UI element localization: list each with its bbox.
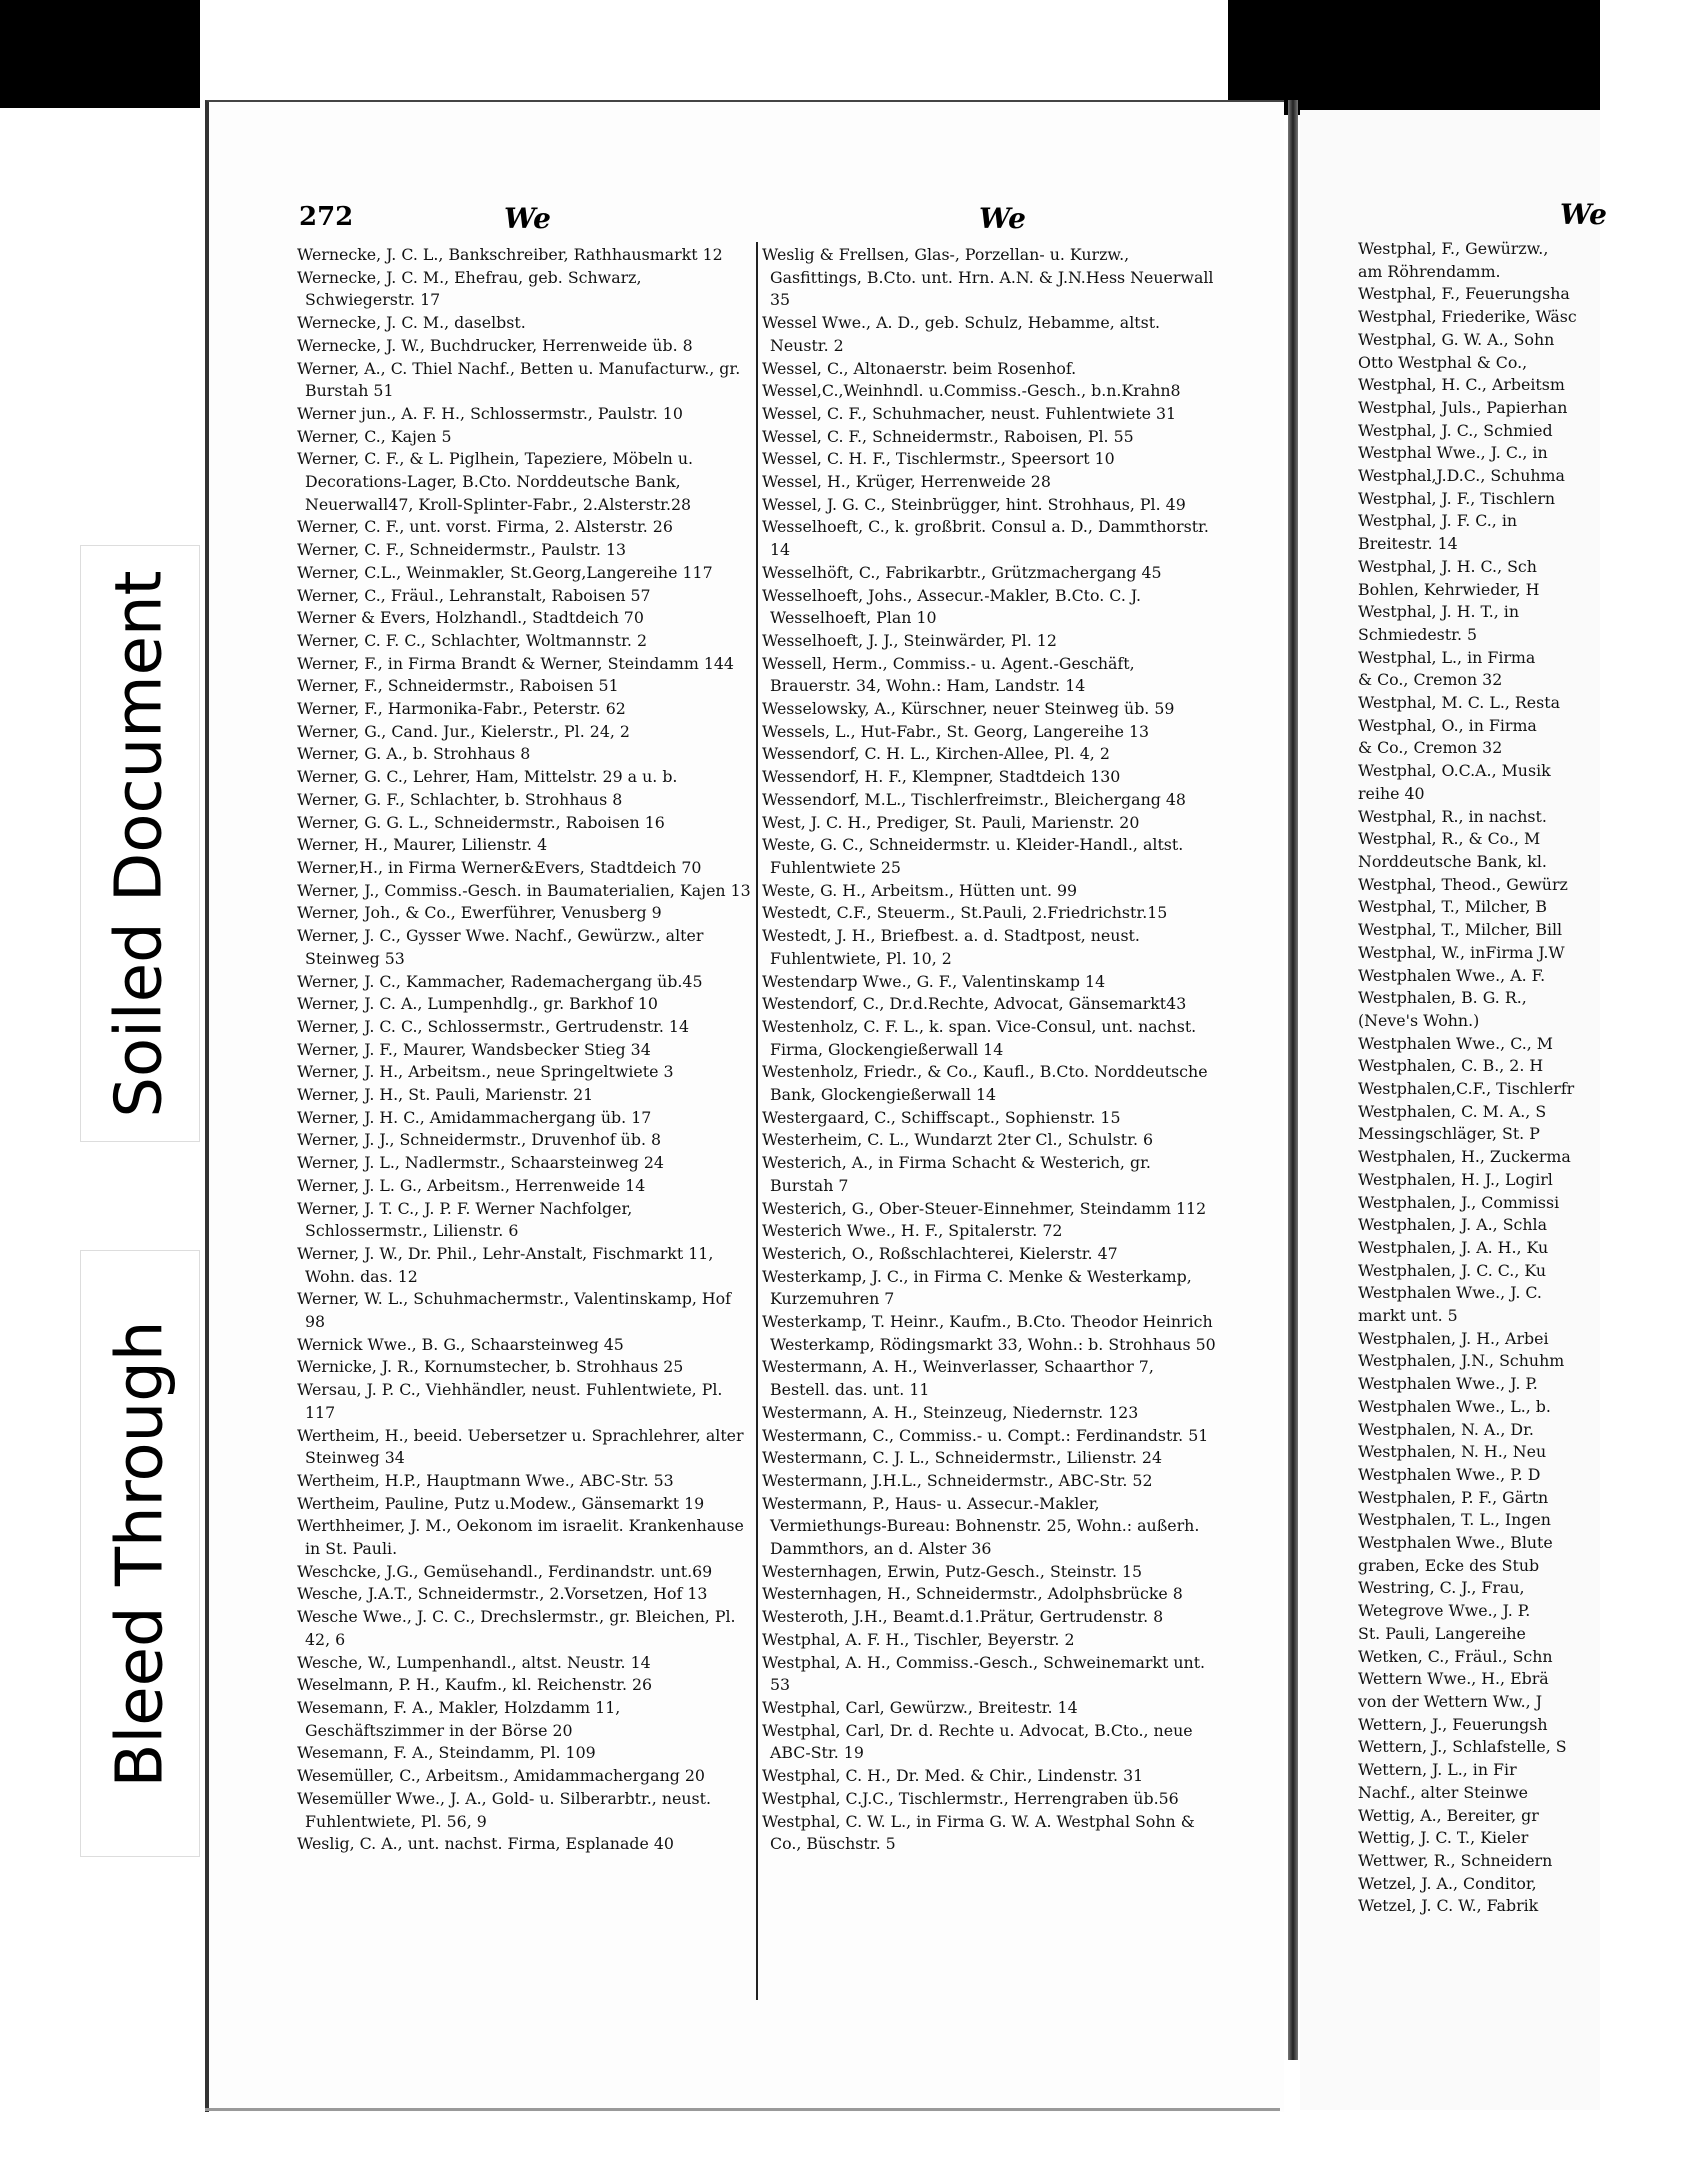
directory-entry: Westphalen, J. A. H., Ku	[1358, 1237, 1549, 1257]
directory-entry: Westerich, O., Roßschlachterei, Kielerstr. 47	[762, 1243, 1118, 1263]
directory-entry: Westedt, J. H., Briefbest. a. d. Stadtpost, neust. Fuhlentwiete, Pl. 10, 2	[762, 926, 1140, 968]
book-gutter	[1288, 100, 1298, 2060]
directory-entry: (Neve's Wohn.)	[1358, 1010, 1480, 1030]
directory-entry: Westphalen Wwe., P. D	[1358, 1464, 1541, 1484]
facing-page-column	[1358, 238, 1698, 1918]
directory-entry: Westphalen, C. M. A., S	[1358, 1101, 1547, 1121]
directory-entry: Wesemann, F. A., Steindamm, Pl. 109	[297, 1743, 596, 1763]
directory-entry: Westerich, G., Ober-Steuer-Einnehmer, Steindamm 112	[762, 1198, 1207, 1218]
directory-entry: Westphalen, N. A., Dr.	[1358, 1419, 1534, 1439]
directory-entry: Wesselhöft, C., Fabrikarbtr., Grützmachergang 45	[762, 562, 1162, 582]
directory-entry: Westphal, T., Milcher, B	[1358, 897, 1547, 917]
directory-entry: Westphal, J. F., Tischlern	[1358, 488, 1556, 508]
directory-entry: Westphal, O.C.A., Musik	[1358, 761, 1551, 781]
directory-entry: Wessel Wwe., A. D., geb. Schulz, Hebamme, altst. Neustr. 2	[762, 313, 1161, 355]
directory-entry: Werner, J. C., Kammacher, Rademachergang üb.45	[297, 971, 703, 991]
directory-entry: Werner, C. F. C., Schlachter, Woltmannstr. 2	[297, 630, 647, 650]
directory-entry: von der Wettern Ww., J	[1358, 1692, 1543, 1711]
directory-entry: Werner, J. T. C., J. P. F. Werner Nachfolger, Schlossermstr., Lilienstr. 6	[297, 1198, 633, 1241]
directory-entry: Werner, J. C. C., Schlossermstr., Gertrudenstr. 14	[297, 1016, 690, 1036]
directory-entry: Wesemann, F. A., Makler, Holzdamm 11, Geschäftszimmer in der Börse 20	[297, 1698, 621, 1740]
directory-entry: Wessel, J. G. C., Steinbrügger, hint. Strohhaus, Pl. 49	[762, 494, 1186, 514]
directory-entry: Wettern Wwe., H., Ebrä	[1358, 1669, 1549, 1689]
directory-entry: Wessel, C. H. F., Tischlermstr., Speersort 10	[762, 449, 1115, 469]
directory-entry: Westphal, L., in Firma	[1358, 647, 1536, 667]
directory-entry: Westphalen, J.N., Schuhm	[1358, 1351, 1565, 1371]
directory-entry: Westring, C. J., Frau,	[1358, 1578, 1525, 1598]
directory-entry: Westenholz, Friedr., & Co., Kaufl., B.Cto. Norddeutsche Bank, Glockengießerwall 14	[762, 1062, 1208, 1105]
directory-entry: Wetegrove Wwe., J. P.	[1358, 1601, 1531, 1621]
directory-entry: Werner, J. J., Schneidermstr., Druvenhof üb. 8	[297, 1130, 662, 1150]
directory-entry: Wernecke, J. C. L., Bankschreiber, Rathhausmarkt 12	[297, 245, 723, 264]
directory-entry: Westermann, C. J. L., Schneidermstr., Lilienstr. 24	[762, 1448, 1163, 1468]
directory-entry: Westedt, C.F., Steuerm., St.Pauli, 2.Friedrichstr.15	[762, 903, 1168, 923]
directory-entry: Wertheim, H., beeid. Uebersetzer u. Sprachlehrer, alter Steinweg 34	[297, 1425, 744, 1468]
directory-entry: Wettig, A., Bereiter, gr	[1358, 1805, 1539, 1825]
directory-entry: Wesselowsky, A., Kürschner, neuer Steinweg üb. 59	[762, 699, 1175, 719]
directory-entry: Westermann, A. H., Weinverlasser, Schaarthor 7, Bestell. das. unt. 11	[762, 1357, 1154, 1400]
directory-entry: Werner, J. H. C., Amidammachergang üb. 17	[297, 1107, 652, 1127]
facing-page-header: We	[1560, 198, 1607, 231]
directory-entry: Westernhagen, Erwin, Putz-Gesch., Steinstr. 15	[762, 1561, 1143, 1581]
directory-entry: Werner, C., Kajen 5	[297, 426, 452, 446]
directory-entry: Werner, C. F., Schneidermstr., Paulstr. 13	[297, 540, 627, 560]
directory-entry: Werner, G., Cand. Jur., Kielerstr., Pl. 24, 2	[297, 721, 630, 741]
directory-entry: Wersau, J. P. C., Viehhändler, neust. Fuhlentwiete, Pl. 117	[297, 1380, 723, 1422]
directory-entry: Werner, J. L. G., Arbeitsm., Herrenweide 14	[297, 1175, 646, 1195]
directory-entry: Wesselhoeft, C., k. großbrit. Consul a. D., Dammthorstr. 14	[762, 517, 1209, 560]
directory-entry: Westphal, C. W. L., in Firma G. W. A. Westphal Sohn & Co., Büschstr. 5	[762, 1811, 1195, 1854]
directory-entry: Wessel, C. F., Schuhmacher, neust. Fuhlentwiete 31	[762, 403, 1177, 423]
directory-page	[205, 100, 1284, 2112]
directory-entry: Werner, G. C., Lehrer, Ham, Mittelstr. 29 a u. b.	[297, 767, 678, 787]
directory-entry: Westphalen, B. G. R.,	[1358, 988, 1527, 1008]
directory-entry: Werner, G. G. L., Schneidermstr., Raboisen 16	[297, 812, 665, 832]
directory-entry: Wessell, Herm., Commiss.- u. Agent.-Geschäft, Brauerstr. 34, Wohn.: Ham, Landstr. 14	[762, 653, 1135, 696]
directory-entry: Westphal, W., inFirma J.W	[1358, 942, 1565, 962]
directory-entry: Westphalen,C.F., Tischlerfr	[1358, 1079, 1575, 1099]
directory-entry: Bohlen, Kehrwieder, H	[1358, 579, 1540, 599]
directory-entry: & Co., Cremon 32	[1358, 670, 1503, 690]
directory-entry: Westphal, Friederike, Wäsc	[1358, 307, 1577, 327]
directory-entry: Westphal, R., & Co., M	[1358, 829, 1541, 849]
directory-entry: Werner, J. F., Maurer, Wandsbecker Stieg 34	[297, 1039, 651, 1059]
directory-entry: Westphal, Juls., Papierhan	[1358, 397, 1568, 417]
directory-entry: Wessel,C.,Weinhndl. u.Commiss.-Gesch., b.n.Krahn8	[762, 381, 1181, 401]
directory-entry: Westphal, Theod., Gewürz	[1358, 874, 1568, 894]
column-divider	[756, 242, 758, 2000]
directory-entry: & Co., Cremon 32	[1358, 738, 1503, 758]
bleed-through-label-text: Bleed Through	[103, 1320, 177, 1787]
directory-entry: Westphalen, J. A., Schla	[1358, 1215, 1548, 1235]
directory-entry: Weslig, C. A., unt. nachst. Firma, Esplanade 40	[297, 1834, 674, 1854]
directory-entry: Werner, F., Harmonika-Fabr., Peterstr. 62	[297, 699, 626, 719]
directory-entry: Westphal, C.J.C., Tischlermstr., Herrengraben üb.56	[762, 1788, 1179, 1808]
directory-entry: Westphalen Wwe., A. F.	[1358, 965, 1546, 985]
directory-entry: Westphal, F., Feuerungsha	[1358, 284, 1570, 304]
directory-entry: St. Pauli, Langereihe	[1358, 1623, 1526, 1643]
directory-entry: Westphalen, T. L., Ingen	[1358, 1510, 1551, 1530]
directory-entry: Wetzel, J. C. W., Fabrik	[1358, 1896, 1539, 1916]
directory-entry: Westphal, H. C., Arbeitsm	[1358, 375, 1565, 395]
directory-entry: Wettern, J. L., in Fir	[1358, 1760, 1517, 1780]
left-column	[297, 244, 752, 1856]
directory-entry: Westernhagen, H., Schneidermstr., Adolphsbrücke 8	[762, 1584, 1183, 1604]
directory-entry: Werner, J. W., Dr. Phil., Lehr-Anstalt, Fischmarkt 11, Wohn. das. 12	[297, 1243, 714, 1286]
directory-entry: Wernecke, J. W., Buchdrucker, Herrenweide üb. 8	[297, 335, 693, 355]
directory-entry: Wesemüller, C., Arbeitsm., Amidammachergang 20	[297, 1766, 705, 1786]
directory-entry: Westphalen, N. H., Neu	[1358, 1442, 1547, 1462]
directory-entry: Werner, W. L., Schuhmachermstr., Valentinskamp, Hof 98	[297, 1289, 732, 1332]
directory-entry: Nachf., alter Steinwe	[1358, 1782, 1528, 1802]
directory-entry: Wetzel, J. A., Conditor,	[1358, 1873, 1537, 1893]
directory-entry: Westermann, J.H.L., Schneidermstr., ABC-Str. 52	[762, 1470, 1153, 1490]
directory-entry: Werner, J. L., Nadlermstr., Schaarsteinweg 24	[297, 1153, 664, 1173]
directory-entry: Westendarp Wwe., G. F., Valentinskamp 14	[762, 971, 1106, 991]
page-bottom-edge	[205, 2108, 1280, 2111]
directory-entry: Westphalen, H. J., Logirl	[1358, 1169, 1553, 1189]
directory-entry: Wesselhoeft, Johs., Assecur.-Makler, B.Cto. C. J. Wesselhoeft, Plan 10	[762, 585, 1141, 628]
directory-entry: Wesche, W., Lumpenhandl., altst. Neustr. 14	[297, 1652, 651, 1672]
directory-entry: Werner, F., Schneidermstr., Raboisen 51	[297, 676, 619, 696]
directory-entry: Werner, J. C. A., Lumpenhdlg., gr. Barkhof 10	[297, 994, 658, 1014]
directory-entry: Werner, C., Fräul., Lehranstalt, Raboisen 57	[297, 585, 651, 605]
directory-entry: Westphal, J. H. T., in	[1358, 602, 1520, 622]
directory-entry: Westphal, Carl, Dr. d. Rechte u. Advocat, B.Cto., neue ABC-Str. 19	[762, 1720, 1193, 1763]
directory-entry: Otto Westphal & Co.,	[1358, 352, 1528, 372]
directory-entry: Westphalen Wwe., C., M	[1358, 1033, 1553, 1053]
directory-entry: Westphal, C. H., Dr. Med. & Chir., Lindenstr. 31	[762, 1766, 1144, 1786]
directory-entry: Westerkamp, J. C., in Firma C. Menke & Westerkamp, Kurzemuhren 7	[762, 1266, 1192, 1309]
directory-entry: Westphalen Wwe., Blute	[1358, 1533, 1553, 1553]
directory-entry: Wettern, J., Feuerungsh	[1358, 1714, 1548, 1734]
directory-entry: Westphalen, J. H., Arbei	[1358, 1328, 1549, 1348]
directory-entry: Westphalen, P. F., Gärtn	[1358, 1487, 1549, 1507]
directory-entry: Breitestr. 14	[1358, 534, 1458, 554]
directory-entry: Westerkamp, T. Heinr., Kaufm., B.Cto. Theodor Heinrich Westerkamp, Rödingsmarkt 33, Wohn.: b. Strohhaus 50	[762, 1312, 1216, 1354]
directory-entry: Wessendorf, C. H. L., Kirchen-Allee, Pl. 4, 2	[762, 744, 1110, 764]
directory-entry: Westermann, C., Commiss.- u. Compt.: Ferdinandstr. 51	[762, 1425, 1209, 1445]
directory-entry: Wertheim, Pauline, Putz u.Modew., Gänsemarkt 19	[297, 1493, 705, 1513]
soiled-document-label	[80, 545, 200, 1142]
directory-entry: Wernecke, J. C. M., daselbst.	[297, 313, 526, 333]
directory-entry: Wessel, C. F., Schneidermstr., Raboisen, Pl. 55	[762, 426, 1134, 446]
directory-entry: Wetken, C., Fräul., Schn	[1358, 1646, 1553, 1666]
directory-entry: Westphalen Wwe., J. C.	[1358, 1283, 1542, 1303]
directory-entry: Werner, J. H., St. Pauli, Marienstr. 21	[297, 1085, 594, 1105]
directory-entry: graben, Ecke des Stub	[1358, 1555, 1540, 1575]
directory-entry: Westphal, F., Gewürzw.,	[1358, 239, 1549, 258]
directory-entry: Schmiedestr. 5	[1358, 624, 1478, 644]
directory-entry: Wessel, C., Altonaerstr. beim Rosenhof.	[762, 358, 1077, 378]
directory-entry: Wettwer, R., Schneidern	[1358, 1850, 1553, 1870]
directory-entry: Westenholz, C. F. L., k. span. Vice-Consul, unt. nachst. Firma, Glockengießerwall 14	[762, 1016, 1197, 1059]
directory-entry: Werner, J., Commiss.-Gesch. in Baumaterialien, Kajen 13	[297, 880, 751, 900]
directory-entry: Wessendorf, M.L., Tischlerfreimstr., Bleichergang 48	[762, 789, 1186, 809]
scan-border-top-left	[0, 0, 200, 108]
directory-entry: Wertheim, H.P., Hauptmann Wwe., ABC-Str. 53	[297, 1470, 674, 1490]
directory-entry: Wessendorf, H. F., Klempner, Stadtdeich 130	[762, 767, 1121, 787]
directory-entry: Westerich Wwe., H. F., Spitalerstr. 72	[762, 1221, 1063, 1241]
directory-entry: Messingschläger, St. P	[1358, 1124, 1540, 1144]
directory-entry: Westphalen, H., Zuckerma	[1358, 1147, 1571, 1167]
directory-entry: Westphal, M. C. L., Resta	[1358, 693, 1561, 713]
directory-entry: Werner, J. C., Gysser Wwe. Nachf., Gewürzw., alter Steinweg 53	[297, 926, 704, 968]
directory-entry: Werner & Evers, Holzhandl., Stadtdeich 70	[297, 608, 644, 628]
directory-entry: Werner, F., in Firma Brandt & Werner, Steindamm 144	[297, 653, 734, 673]
directory-entry: Westphal, A. H., Commiss.-Gesch., Schweinemarkt unt. 53	[762, 1652, 1206, 1695]
directory-entry: Weste, G. H., Arbeitsm., Hütten unt. 99	[762, 880, 1078, 900]
directory-entry: Wesselhoeft, J. J., Steinwärder, Pl. 12	[762, 630, 1057, 650]
directory-entry: Westphal, A. F. H., Tischler, Beyerstr. 2	[762, 1629, 1075, 1649]
directory-entry: Westphal, J. C., Schmied	[1358, 420, 1553, 440]
directory-entry: markt unt. 5	[1358, 1306, 1458, 1326]
directory-entry: Westphal, G. W. A., Sohn	[1358, 329, 1555, 349]
directory-entry: Werner, A., C. Thiel Nachf., Betten u. Manufacturw., gr. Burstah 51	[297, 358, 741, 401]
directory-entry: Westphalen Wwe., L., b.	[1358, 1396, 1551, 1416]
directory-entry: am Röhrendamm.	[1358, 261, 1501, 281]
directory-entry: Wettig, J. C. T., Kieler	[1358, 1828, 1529, 1848]
directory-entry: Wettern, J., Schlafstelle, S	[1358, 1737, 1567, 1757]
directory-entry: Weselmann, P. H., Kaufm., kl. Reichenstr. 26	[297, 1675, 653, 1695]
soiled-document-label-text: Soiled Document	[103, 569, 177, 1118]
directory-entry: Westphal, J. F. C., in	[1358, 511, 1518, 531]
directory-entry: Westphal Wwe., J. C., in	[1358, 443, 1548, 463]
directory-entry: Wernecke, J. C. M., Ehefrau, geb. Schwarz, Schwiegerstr. 17	[297, 267, 642, 310]
directory-entry: Werner, G. F., Schlachter, b. Strohhaus 8	[297, 789, 623, 809]
directory-entry: Westerich, A., in Firma Schacht & Westerich, gr. Burstah 7	[762, 1153, 1151, 1195]
directory-entry: Westermann, A. H., Steinzeug, Niedernstr. 123	[762, 1402, 1139, 1422]
directory-entry: Weschcke, J.G., Gemüsehandl., Ferdinandstr. unt.69	[297, 1561, 713, 1581]
directory-entry: Westphal, J. H. C., Sch	[1358, 556, 1537, 576]
running-header-right: We	[979, 202, 1026, 235]
directory-entry: Norddeutsche Bank, kl.	[1358, 851, 1547, 871]
directory-entry: Westphal, R., in nachst.	[1358, 806, 1547, 826]
facing-page	[1300, 110, 1607, 2110]
directory-entry: Westphalen, C. B., 2. H	[1358, 1056, 1544, 1076]
directory-entry: Wessel, H., Krüger, Herrenweide 28	[762, 472, 1051, 492]
directory-entry: Westphal,J.D.C., Schuhma	[1358, 466, 1565, 486]
directory-entry: Wernick Wwe., B. G., Schaarsteinweg 45	[297, 1334, 624, 1354]
directory-entry: Werner, G. A., b. Strohhaus 8	[297, 744, 531, 764]
directory-entry: Werner, C. F., unt. vorst. Firma, 2. Alsterstr. 26	[297, 517, 673, 537]
directory-entry: Wessels, L., Hut-Fabr., St. Georg, Langereihe 13	[762, 721, 1150, 741]
directory-entry: Werner jun., A. F. H., Schlossermstr., Paulstr. 10	[297, 403, 683, 423]
directory-entry: Wesche, J.A.T., Schneidermstr., 2.Vorsetzen, Hof 13	[297, 1584, 708, 1604]
directory-entry: Westphalen Wwe., J. P.	[1358, 1374, 1538, 1394]
right-column	[762, 244, 1217, 1856]
directory-entry: Westendorf, C., Dr.d.Rechte, Advocat, Gänsemarkt43	[762, 994, 1187, 1014]
directory-entry: Westermann, P., Haus- u. Assecur.-Makler, Vermiethungs-Bureau: Bohnenstr. 25, Wohn.: außerh. Dammthors, an d. Alster 36	[762, 1493, 1200, 1559]
page-number: 272	[299, 202, 354, 232]
directory-entry: Westphalen, J. C. C., Ku	[1358, 1260, 1547, 1280]
directory-entry: Werner, C.L., Weinmakler, St.Georg,Langereihe 117	[297, 562, 713, 582]
directory-entry: Weslig & Frellsen, Glas-, Porzellan- u. Kurzw., Gasfittings, B.Cto. unt. Hrn. A.N. & J.N.Hess Neuerwall 35	[762, 245, 1214, 310]
directory-entry: Werner, J. H., Arbeitsm., neue Springeltwiete 3	[297, 1062, 674, 1082]
directory-entry: Werner, H., Maurer, Lilienstr. 4	[297, 835, 548, 855]
directory-entry: Werner, C. F., & L. Piglhein, Tapeziere, Möbeln u. Decorations-Lager, B.Cto. Norddeutsche Bank, Neuerwall47, Kroll-Splinter-Fabr., 2.Alsterstr.28	[297, 449, 694, 514]
directory-entry: reihe 40	[1358, 783, 1425, 803]
directory-entry: Westphal, O., in Firma	[1358, 715, 1537, 735]
bleed-through-label	[80, 1250, 200, 1857]
directory-entry: Werthheimer, J. M., Oekonom im israelit. Krankenhause in St. Pauli.	[297, 1516, 744, 1559]
directory-entry: Westergaard, C., Schiffscapt., Sophienstr. 15	[762, 1107, 1121, 1127]
directory-entry: Westerheim, C. L., Wundarzt 2ter Cl., Schulstr. 6	[762, 1130, 1154, 1150]
directory-entry: Weste, G. C., Schneidermstr. u. Kleider-Handl., altst. Fuhlentwiete 25	[762, 835, 1184, 877]
directory-entry: Wesche Wwe., J. C. C., Drechslermstr., gr. Bleichen, Pl. 42, 6	[297, 1607, 736, 1649]
directory-entry: Wesemüller Wwe., J. A., Gold- u. Silberarbtr., neust. Fuhlentwiete, Pl. 56, 9	[297, 1788, 712, 1831]
scan-border-top-right	[1228, 0, 1600, 115]
directory-entry: Westphal, T., Milcher, Bill	[1358, 920, 1563, 940]
directory-entry: Wernicke, J. R., Kornumstecher, b. Strohhaus 25	[297, 1357, 684, 1377]
directory-entry: Westeroth, J.H., Beamt.d.1.Prätur, Gertrudenstr. 8	[762, 1607, 1164, 1627]
running-header-left: We	[504, 202, 551, 235]
directory-entry: Werner,H., in Firma Werner&Evers, Stadtdeich 70	[297, 857, 702, 877]
directory-entry: Westphal, Carl, Gewürzw., Breitestr. 14	[762, 1698, 1078, 1717]
directory-entry: Westphalen, J., Commissi	[1358, 1192, 1560, 1212]
directory-entry: Werner, Joh., & Co., Ewerführer, Venusberg 9	[297, 903, 662, 923]
directory-entry: West, J. C. H., Prediger, St. Pauli, Marienstr. 20	[762, 812, 1140, 832]
